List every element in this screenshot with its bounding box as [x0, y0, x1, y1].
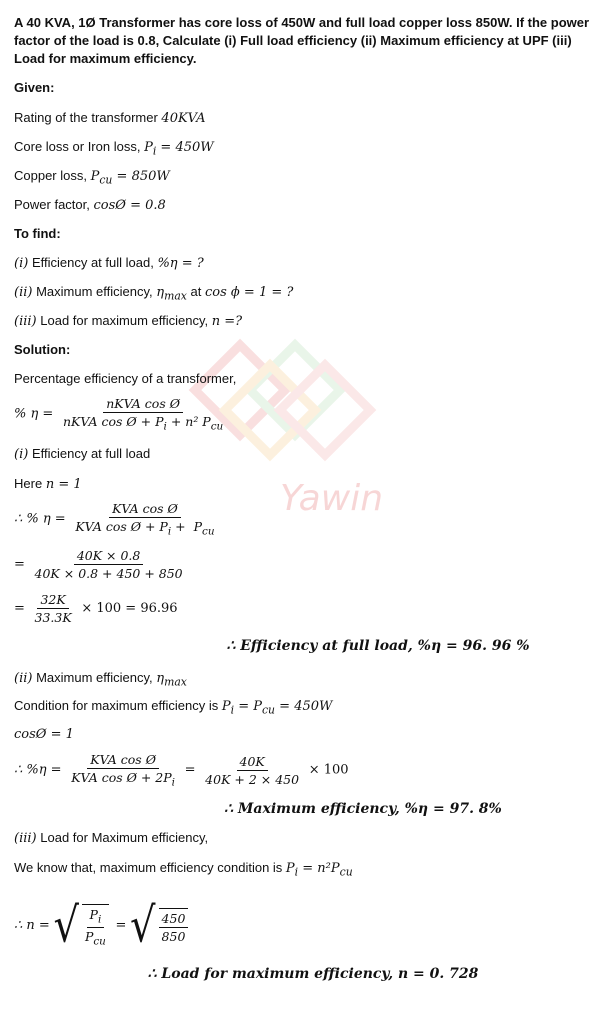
numerator: 32K — [37, 592, 68, 609]
numerator: KVA cos Ø — [87, 752, 159, 769]
to-find-item-1 — [14, 255, 592, 271]
fraction — [68, 752, 178, 789]
condition-text: Condition for maximum efficiency is — [14, 698, 219, 713]
fraction — [32, 592, 75, 625]
denominator: $P_{cu}$ — [84, 928, 106, 947]
denominator: 33.3K — [34, 610, 72, 625]
to-find-item-3 — [14, 313, 592, 329]
fraction — [72, 501, 217, 538]
here-line — [14, 476, 592, 492]
part-number: (ii) — [14, 671, 33, 686]
denominator: 40K × 0.8 + 450 + 850 — [34, 566, 183, 581]
svg-text:Yawin: Yawin — [280, 478, 384, 519]
formula-lhs: ∴ %η = — [14, 762, 62, 778]
item-number: (i) — [14, 256, 29, 271]
item-text: Maximum efficiency, — [36, 284, 153, 299]
numerator: KVA cos Ø — [109, 501, 181, 518]
item-math: $\eta_{max}$ — [156, 285, 187, 303]
copper-loss-value: $P_{cu} = 850W$ — [90, 169, 170, 187]
result-load-max-efficiency: ∴ Load for maximum efficiency, n = 0. 728 — [147, 966, 479, 982]
formula-rhs: × 100 = 96.96 — [81, 600, 178, 616]
given-heading: Given: — [14, 80, 55, 95]
here-math: n = 1 — [45, 477, 82, 492]
fraction — [202, 754, 302, 787]
formula-lhs: = — [14, 556, 25, 572]
rating-value: 40KVA — [161, 111, 206, 126]
cos-line: cosØ = 1 — [14, 727, 74, 742]
denominator: KVA cos Ø + $P_i + P_{cu}$ — [75, 519, 215, 538]
power-factor-label: Power factor, — [14, 197, 90, 212]
question-text: A 40 KVA, 1Ø Transformer has core loss of 450W and full load copper loss 850W. If the power factor of the load is 0.8, Calculate (i) Full load efficiency (ii) Maximum efficiency at UPF (iii) Load for maximum efficiency. — [14, 15, 590, 66]
fraction — [60, 396, 226, 433]
item-number: (iii) — [14, 314, 37, 329]
solution-intro: Percentage efficiency of a transformer, — [14, 371, 237, 386]
formula-4 — [14, 592, 592, 625]
part-text: Efficiency at full load — [31, 446, 151, 461]
denominator: nKVA cos Ø + $P_i + n^2$ $P_{cu}$ — [62, 414, 224, 433]
item-text: Load for maximum efficiency, — [40, 313, 209, 328]
copper-loss-label: Copper loss, — [14, 168, 87, 183]
formula-lhs: ∴ % η = — [14, 511, 66, 527]
solution-heading: Solution: — [14, 342, 71, 357]
numerator: 40K × 0.8 — [74, 548, 144, 565]
power-factor-value: cosØ = 0.8 — [93, 198, 166, 213]
equals-sign: = — [115, 917, 127, 933]
know-math: $P_i = n^2P_{cu}$ — [285, 861, 353, 879]
part-text: Maximum efficiency, — [36, 670, 153, 685]
denominator: 40K + 2 × 450 — [205, 771, 300, 787]
formula-lhs: = — [14, 600, 25, 616]
formula-lhs: % η = — [14, 406, 54, 422]
part-2-heading — [14, 670, 592, 689]
denominator: 850 — [161, 928, 186, 944]
numerator: nKVA cos Ø — [103, 396, 183, 413]
result-max-efficiency: ∴ Maximum efficiency, %η = 97. 8% — [224, 801, 502, 817]
numerator: 40K — [237, 754, 268, 771]
numerator: $P_i$ — [87, 907, 105, 928]
core-loss-label: Core loss or Iron loss, — [14, 139, 141, 154]
given-power-factor — [14, 197, 592, 213]
part-1-heading — [14, 446, 592, 462]
item-text: Efficiency at full load, — [31, 255, 154, 270]
item-math: n =? — [211, 314, 243, 329]
part-math: $\eta_{max}$ — [156, 671, 187, 689]
item-text: at — [190, 284, 202, 299]
denominator: KVA cos Ø + $2P_i$ — [71, 770, 176, 789]
given-rating — [14, 110, 592, 126]
equals-sign: = — [184, 762, 196, 778]
result-full-load-efficiency: ∴ Efficiency at full load, %η = 96. 96 % — [226, 638, 530, 654]
numerator: 450 — [159, 911, 189, 928]
given-core-loss — [14, 139, 592, 158]
core-loss-value: $P_i = 450W$ — [144, 140, 214, 158]
know-text: We know that, maximum efficiency condition is — [14, 860, 283, 875]
radical-sign: √ — [53, 897, 79, 954]
fraction — [82, 904, 109, 947]
fraction — [159, 908, 189, 944]
given-copper-loss — [14, 168, 592, 187]
formula-3 — [14, 548, 592, 581]
formula-2 — [14, 501, 592, 538]
here-label: Here — [14, 476, 43, 491]
part-number: (iii) — [14, 831, 37, 846]
formula-6 — [14, 897, 592, 954]
item-math: %η = ? — [157, 256, 204, 271]
condition-math: $P_i = P_{cu} = 450W$ — [221, 699, 333, 717]
efficiency-formula — [14, 396, 592, 433]
radical-sign: √ — [130, 897, 156, 954]
know-line — [14, 860, 592, 879]
part-number: (i) — [14, 447, 29, 462]
formula-5 — [14, 752, 592, 789]
part-3-heading — [14, 830, 592, 846]
part-text: Load for Maximum efficiency, — [40, 830, 209, 845]
square-root — [130, 897, 191, 954]
item-math: cos ϕ = 1 = ? — [205, 285, 294, 300]
to-find-item-2 — [14, 284, 592, 303]
fraction — [32, 548, 186, 581]
formula-rhs: × 100 — [308, 762, 349, 778]
condition-line — [14, 698, 592, 717]
rating-label: Rating of the transformer — [14, 110, 158, 125]
to-find-heading: To find: — [14, 226, 61, 241]
item-number: (ii) — [14, 285, 33, 300]
square-root — [53, 897, 111, 954]
formula-lhs: ∴ n = — [14, 917, 50, 933]
